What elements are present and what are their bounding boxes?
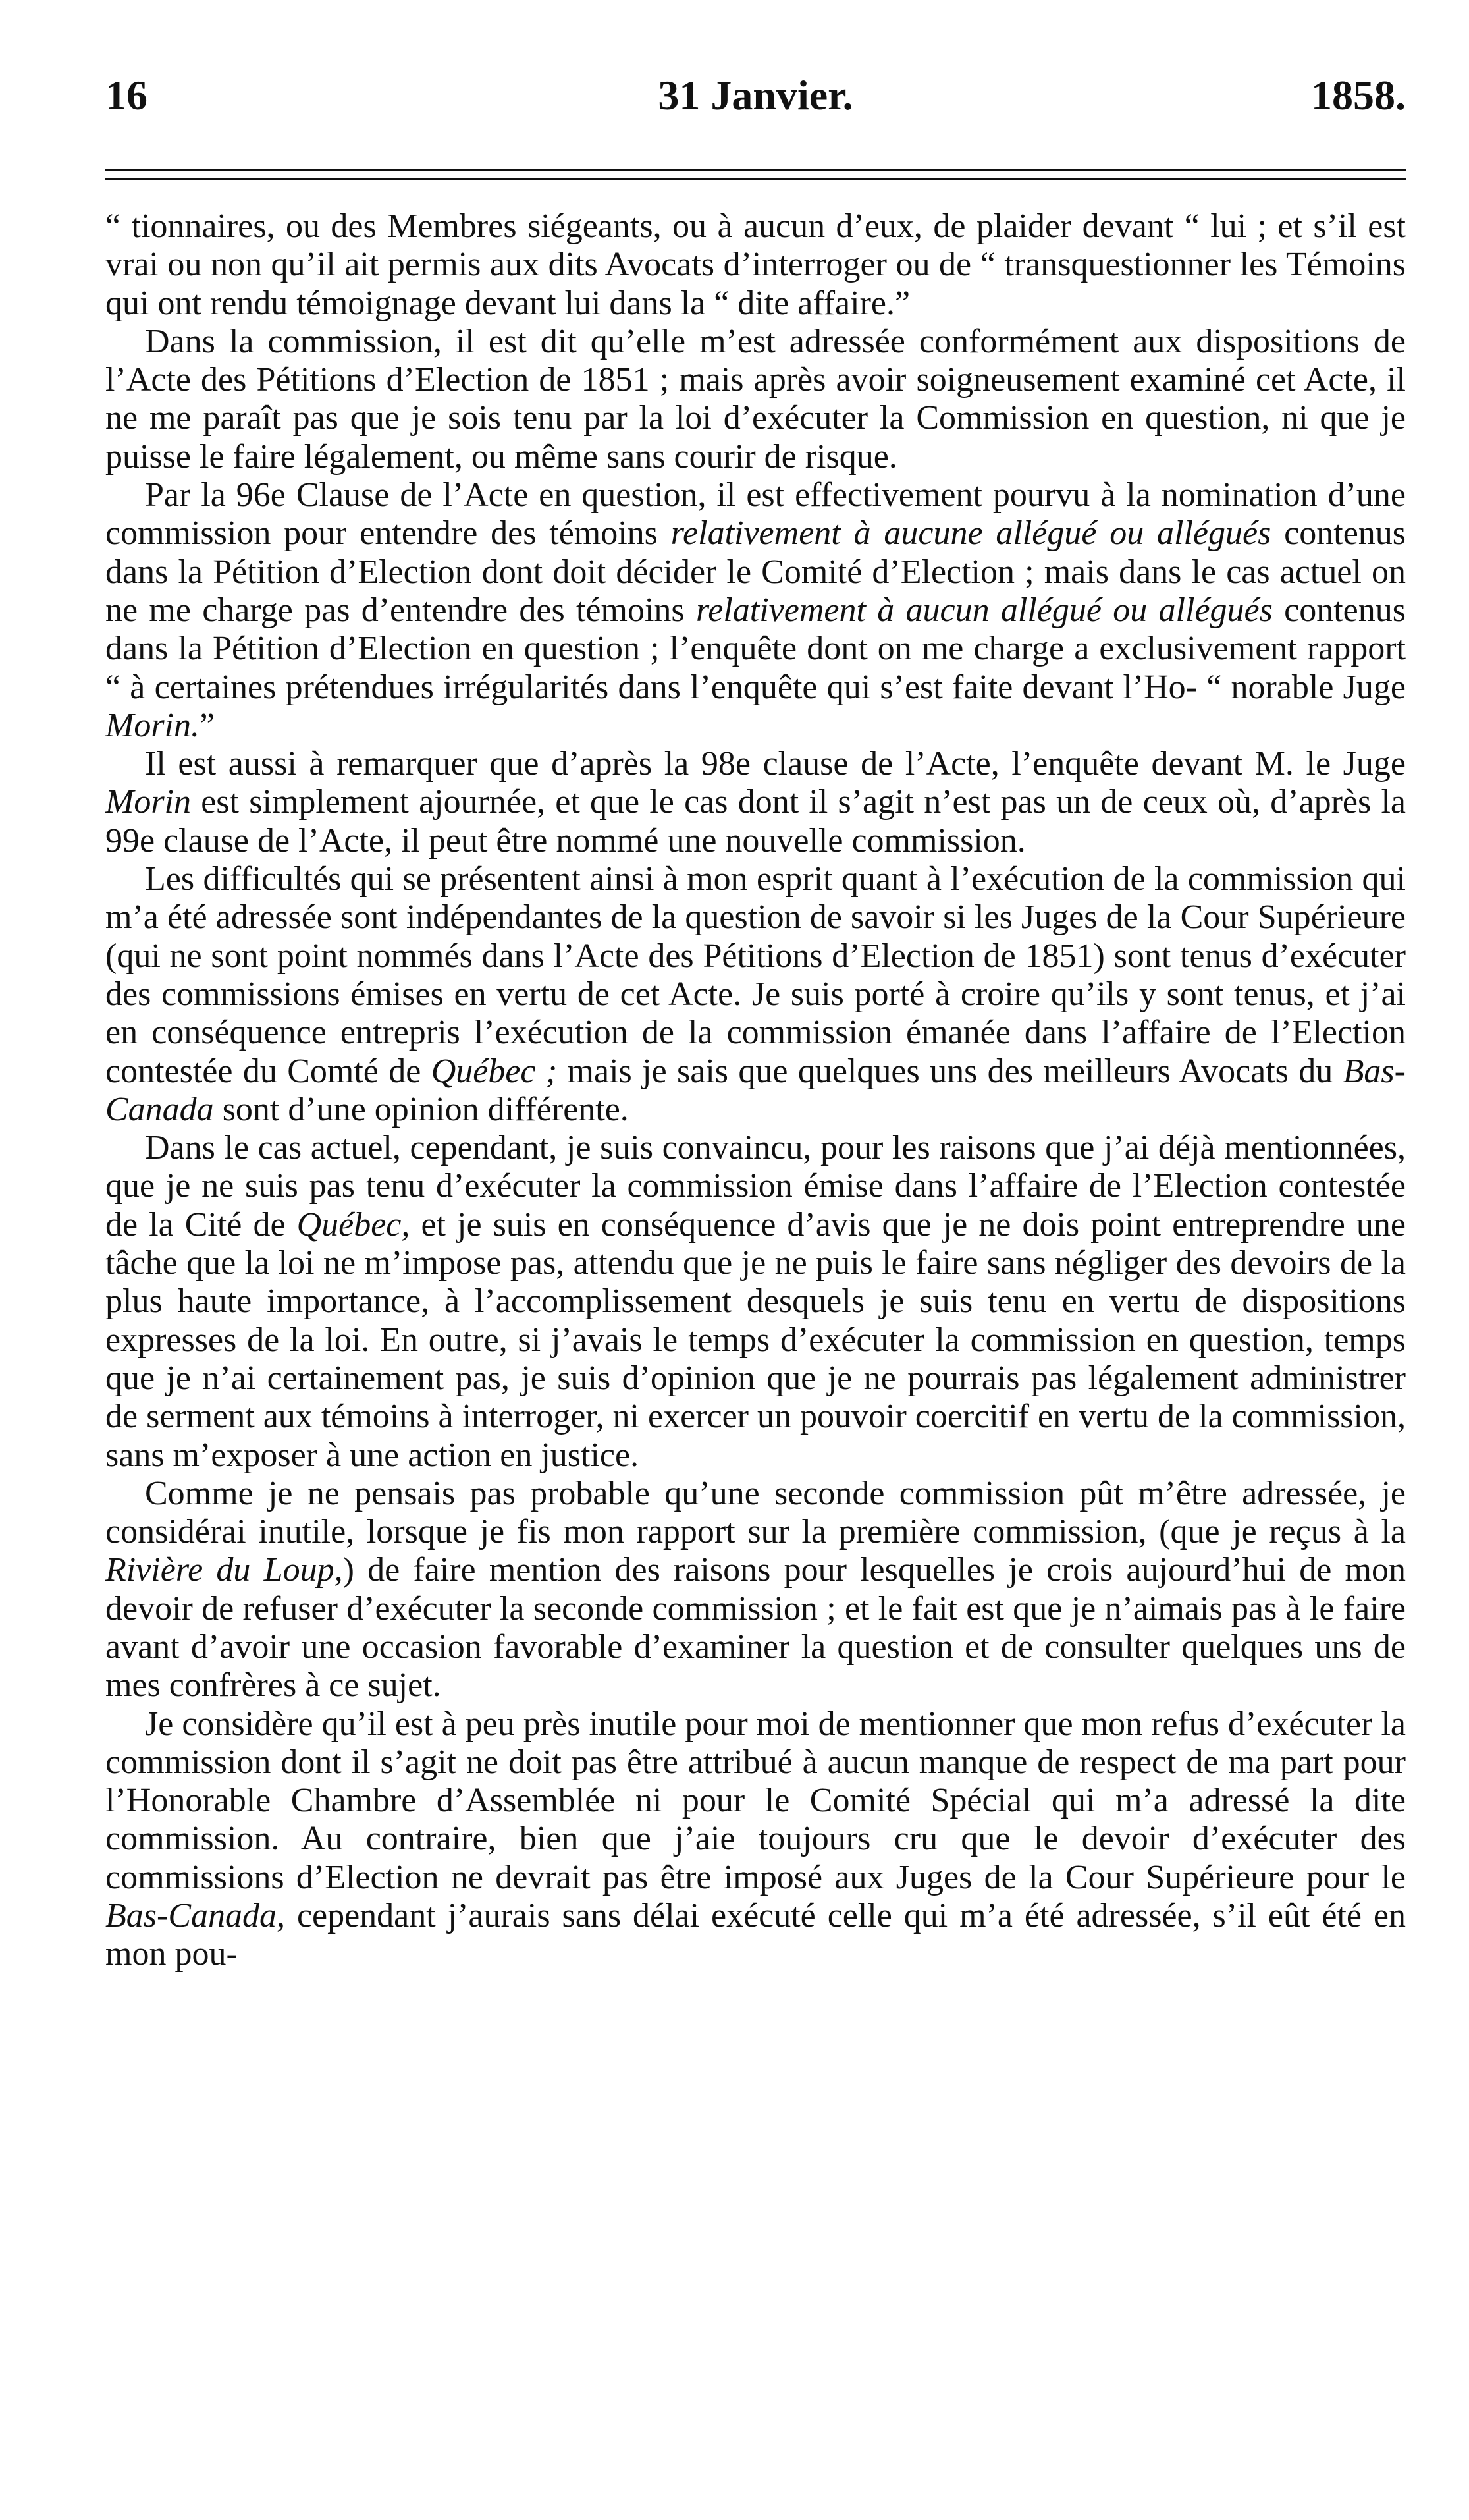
text-run: contenus dans la Pétition d’Election dont doit décider le Comité d’Election ; mais dans le cas actuel on ne me charge pas d’entendre des témoins bbox=[105, 514, 1406, 629]
quoted-paragraph bbox=[105, 207, 1406, 323]
text-run: et je suis en conséquence d’avis que je ne dois point entreprendre une tâche que la loi ne m’impose pas, attendu que je ne puis le faire sans négliger des devoirs de la plus haute importance, à l’accomplissement desquels je suis tenu en vertu de dispositions expresses de la loi. En outre, si j’avais le temps d’exécuter la commission en question, temps que je n’ai certainement pas, je suis d’opinion que je ne pourrais pas légalement administrer de serment aux témoins à interroger, ni exercer un pouvoir coercitif en vertu de la commission, sans m’exposer à une action en justice. bbox=[105, 1205, 1406, 1474]
running-header bbox=[105, 66, 1406, 125]
italic-text: Rivière du Loup, bbox=[105, 1551, 343, 1589]
text-run: Dans le cas actuel, cependant, je suis convaincu, pour les raisons que j’ai déjà mentionnées, que je ne suis pas tenu d’exécuter la commission émise dans l’affaire de l’Election contestée de la Cité de bbox=[105, 1129, 1406, 1244]
header-rule-thick bbox=[105, 169, 1406, 171]
italic-text: Morin. bbox=[105, 706, 200, 744]
header-year: 1858. bbox=[1311, 72, 1406, 119]
header-rule-thin bbox=[105, 178, 1406, 180]
body-text bbox=[105, 207, 1406, 1974]
text-run: est simplement ajournée, et que le cas dont il s’agit n’est pas un de ceux où, d’après la 99e clause de l’Acte, il peut être nommé une nouvelle commission. bbox=[105, 783, 1406, 860]
text-run: Les difficultés qui se présentent ainsi à mon esprit quant à l’exécution de la commission qui m’a été adressée sont indépendantes de la question de savoir si les Juges de la Cour Supérieure (qui ne sont point nommés dans l’Acte des Pétitions d’Election de 1851) sont tenus d’exécuter des commissions émises en vertu de cet Acte. Je suis porté à croire qu’ils y sont tenus, et j’ai en conséquence entrepris l’exécution de la commission émanée dans l’affaire de l’Election contestée du Comté de bbox=[105, 860, 1406, 1090]
text-run: Par la 96e Clause de l’Acte en question, il est effectivement pourvu à la nomination d’une commission pour entendre des témoins bbox=[105, 476, 1406, 553]
page-number: 16 bbox=[105, 72, 147, 119]
italic-text: Bas-Canada bbox=[105, 1052, 1406, 1128]
italic-text: Morin bbox=[105, 783, 191, 821]
paragraph bbox=[105, 476, 1406, 745]
text-run: ” bbox=[200, 706, 215, 744]
italic-text: relativement à aucune allégué ou allégués bbox=[670, 514, 1271, 553]
paragraph bbox=[105, 1129, 1406, 1475]
text-run: Dans la commission, il est dit qu’elle m’est adressée conformément aux dispositions de l’Acte des Pétitions d’Election de 1851 ; mais après avoir soigneusement examiné cet Acte, il ne me paraît pas que je sois tenu par la loi d’exécuter la Commission en question, ni que je puisse le faire légalement, ou même sans courir de risque. bbox=[105, 322, 1406, 476]
text-run: “ tionnaires, ou des Membres siégeants, ou à aucun d’eux, de plaider devant “ lui ; et s’il est vrai ou non qu’il ait permis aux dits Avocats d’interroger ou de “ transquestionner les Témoins qui ont rendu témoignage devant lui dans la “ dite affaire.” bbox=[105, 207, 1406, 322]
paragraph bbox=[105, 1705, 1406, 1974]
text-run: sont d’une opinion différente. bbox=[213, 1090, 629, 1128]
paragraph bbox=[105, 1475, 1406, 1705]
text-run: ) de faire mention des raisons pour lesquelles je crois aujourd’hui de mon devoir de refuser d’exécuter la seconde commission ; et le fait est que je n’aimais pas à le faire avant d’avoir une occasion favorable d’examiner la question et de consulter quelques uns de mes confrères à ce sujet. bbox=[105, 1551, 1406, 1705]
italic-text: Bas-Canada, bbox=[105, 1897, 285, 1935]
header-date: 31 Janvier. bbox=[658, 72, 853, 119]
text-run: cependant j’aurais sans délai exécuté celle qui m’a été adressée, s’il eût été en mon pou- bbox=[105, 1897, 1406, 1973]
text-run: contenus dans la Pétition d’Election en question ; l’enquête dont on me charge a exclusivement rapport “ à certaines prétendues irrégularités dans l’enquête qui s’est faite devant l’Ho- “ norable Juge bbox=[105, 591, 1406, 706]
text-run: Il est aussi à remarquer que d’après la 98e clause de l’Acte, l’enquête devant M. le Juge bbox=[145, 745, 1406, 783]
paragraph bbox=[105, 860, 1406, 1129]
paragraph bbox=[105, 323, 1406, 476]
italic-text: relativement à aucun allégué ou allégués bbox=[695, 591, 1273, 629]
paragraph bbox=[105, 745, 1406, 860]
italic-text: Québec, bbox=[296, 1205, 410, 1244]
text-run: Je considère qu’il est à peu près inutile pour moi de mentionner que mon refus d’exécuter la commission dont il s’agit ne doit pas être attribué à aucun manque de respect de ma part pour l’Honorable Chambre d’Assemblée ni pour le Comité Spécial qui m’a adressé la dite commission. Au contraire, bien que j’aie toujours cru que le devoir d’exécuter des commissions d’Election ne devrait pas être imposé aux Juges de la Cour Supérieure pour le bbox=[105, 1705, 1406, 1896]
text-run: Comme je ne pensais pas probable qu’une seconde commission pût m’être adressée, je considérai inutile, lorsque je fis mon rapport sur la première commission, (que je reçus à la bbox=[105, 1474, 1406, 1551]
text-run: mais je sais que quelques uns des meilleurs Avocats du bbox=[557, 1052, 1343, 1090]
italic-text: Québec ; bbox=[431, 1052, 558, 1090]
